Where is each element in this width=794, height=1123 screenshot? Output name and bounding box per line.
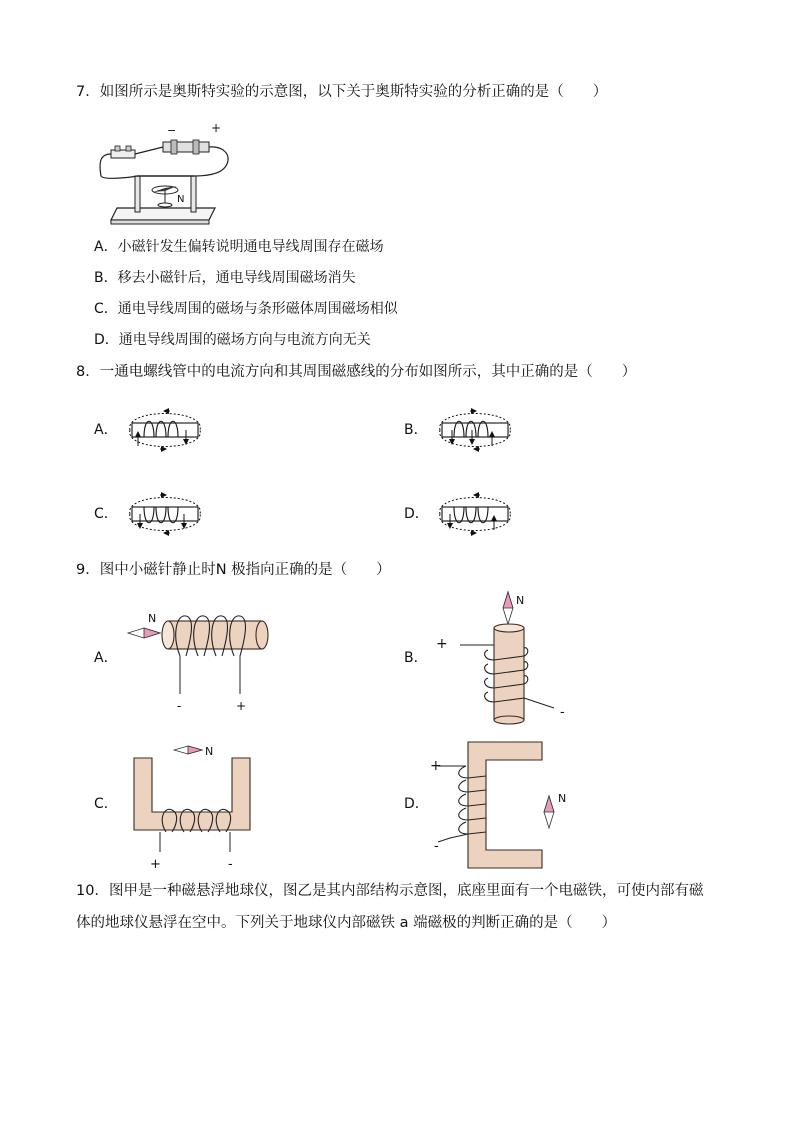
- oersted-experiment-figure: [97, 120, 237, 230]
- q8-option-c-label[interactable]: C．: [94, 506, 118, 522]
- q9-option-d-label[interactable]: D．: [404, 796, 429, 812]
- q7-option-d[interactable]: D．通电导线周围的磁场方向与电流方向无关: [94, 332, 371, 348]
- q9-d-minus-label: -: [434, 839, 439, 854]
- q8-option-a-solenoid[interactable]: [120, 400, 210, 460]
- q7-option-b[interactable]: B．移去小磁针后，通电导线周围磁场消失: [94, 270, 356, 286]
- q9-d-n-label: N: [558, 792, 567, 805]
- q9-option-a-label[interactable]: A．: [94, 650, 118, 666]
- q10-stem-line1: 10．图甲是一种磁悬浮地球仪，图乙是其内部结构示意图，底座里面有一个电磁铁，可使内部有磁: [76, 883, 704, 899]
- q9-b-minus-label: -: [560, 705, 565, 720]
- q9-a-plus-label: +: [236, 699, 247, 713]
- q9-stem: 9．图中小磁针静止时N 极指向正确的是（ ）: [76, 562, 391, 578]
- q9-option-b-label[interactable]: B．: [404, 650, 428, 666]
- q7-option-a[interactable]: A．小磁针发生偏转说明通电导线周围存在磁场: [94, 239, 384, 255]
- q9-c-plus-label: +: [150, 857, 161, 872]
- q9-c-minus-label: -: [228, 857, 233, 872]
- q7-battery-plus-label: +: [211, 121, 222, 135]
- q8-option-c-solenoid[interactable]: [120, 484, 210, 544]
- q10-stem-line2: 体的地球仪悬浮在空中。下列关于地球仪内部磁铁 a 端磁极的判断正确的是（ ）: [76, 915, 617, 931]
- q9-a-n-label: N: [148, 612, 157, 625]
- q8-option-b-label[interactable]: B．: [404, 422, 428, 438]
- q9-option-a-figure[interactable]: [124, 606, 274, 716]
- q9-b-n-label: N: [516, 594, 525, 607]
- q7-needle-n-label: N: [177, 194, 185, 205]
- q8-stem: 8．一通电螺线管中的电流方向和其周围磁感线的分布如图所示，其中正确的是（ ）: [76, 364, 637, 380]
- q9-option-c-figure[interactable]: [130, 740, 260, 870]
- q8-option-a-label[interactable]: A．: [94, 422, 118, 438]
- q9-option-d-figure[interactable]: [430, 738, 580, 878]
- q9-d-plus-label: +: [430, 758, 442, 774]
- q9-b-plus-label: +: [436, 636, 448, 652]
- q8-option-d-label[interactable]: D．: [404, 506, 429, 522]
- q8-option-b-solenoid[interactable]: [430, 400, 520, 460]
- q7-battery-minus-label: −: [167, 124, 177, 137]
- q7-option-c[interactable]: C．通电导线周围的磁场与条形磁体周围磁场相似: [94, 301, 398, 317]
- q9-option-b-figure[interactable]: [430, 590, 580, 730]
- q9-c-n-label: N: [205, 745, 214, 758]
- q8-option-d-solenoid[interactable]: [430, 484, 520, 544]
- q9-option-c-label[interactable]: C．: [94, 796, 118, 812]
- q7-stem: 7．如图所示是奥斯特实验的示意图，以下关于奥斯特实验的分析正确的是（ ）: [76, 84, 608, 100]
- q9-a-minus-label: -: [177, 699, 182, 713]
